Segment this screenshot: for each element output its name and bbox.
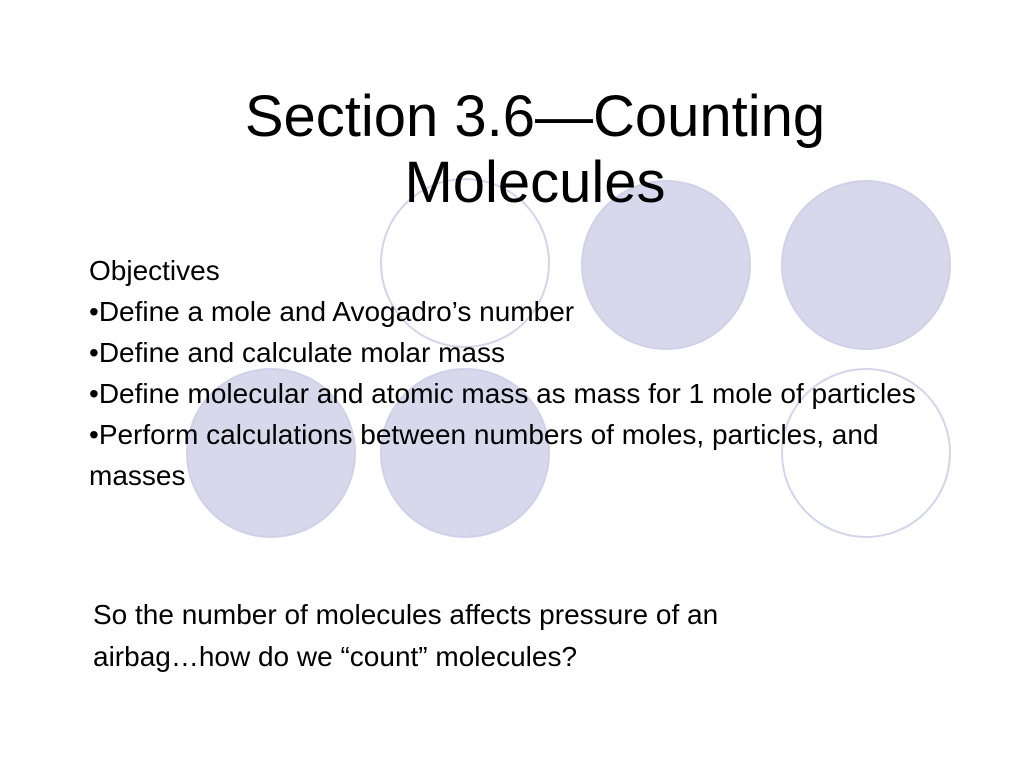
objectives-list <box>89 291 949 496</box>
objective-item <box>89 414 949 496</box>
question-line: So the number of molecules affects pressure of an <box>93 599 719 630</box>
objective-item <box>89 332 949 373</box>
slide-title-line: Molecules <box>404 150 666 215</box>
question-line: airbag…how do we “count” molecules? <box>93 641 578 672</box>
objectives-heading: Objectives <box>89 255 220 286</box>
objective-item-text: Define a mole and Avogadro’s number <box>98 296 575 327</box>
objective-item-text: Perform calculations between numbers of moles, particles, and masses <box>89 419 879 491</box>
objective-item <box>89 291 949 332</box>
slide-title-line: Section 3.6—Counting <box>244 84 826 149</box>
objective-item <box>89 373 949 414</box>
objective-item-text: Define molecular and atomic mass as mass for 1 mole of particles <box>98 378 916 409</box>
objective-item-text: Define and calculate molar mass <box>98 337 506 368</box>
airbag-question <box>93 594 933 678</box>
slide-title <box>120 84 950 216</box>
objectives-block <box>89 250 949 496</box>
